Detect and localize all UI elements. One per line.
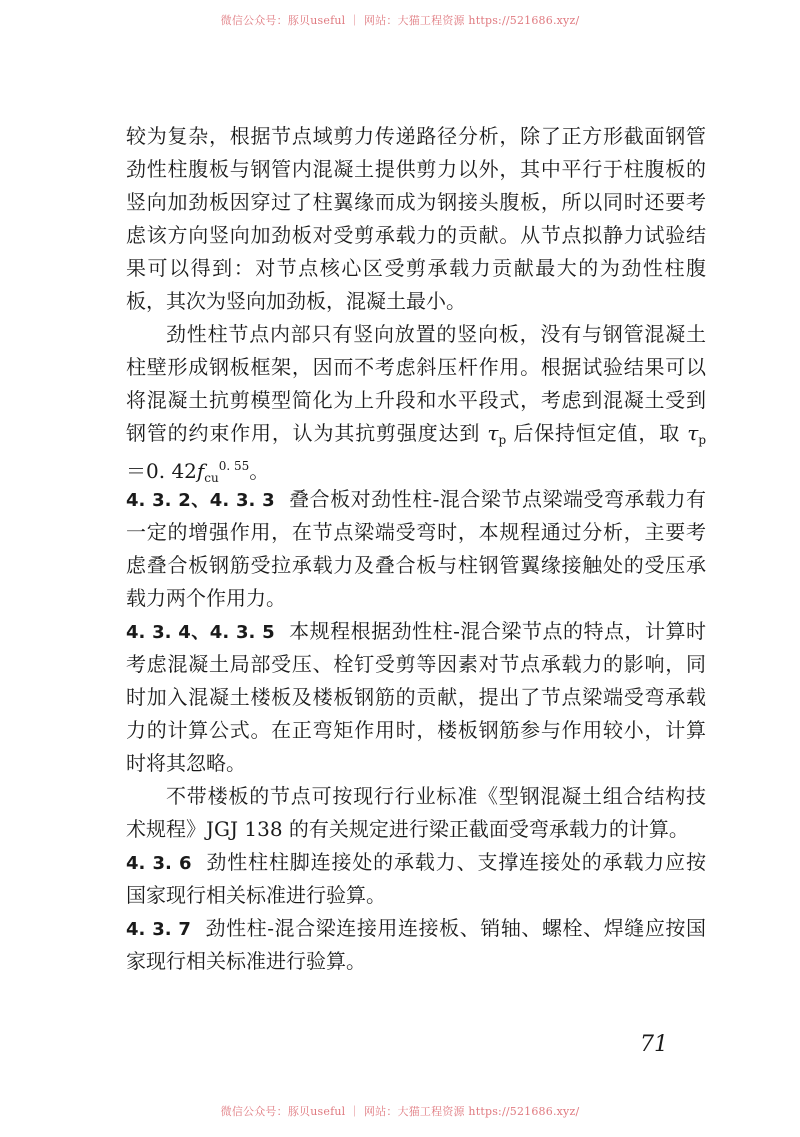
sec437-line-2: 家现行相关标准进行验算。 [126,949,366,973]
section-number-436: 4. 3. 6 [126,853,192,874]
para1-line-5: 果可以得到：对节点核心区受剪承载力贡献最大的为劲性柱腹 [126,256,706,280]
page-number: 71 [640,1032,668,1057]
para2-line-1: 劲性柱节点内部只有竖向放置的竖向板，没有与钢管混凝土 [166,322,706,346]
para3-line-2: 术规程》JGJ 138 的有关规定进行梁正截面受弯承载力的计算。 [126,817,689,841]
sec434-line-5: 时将其忽略。 [126,751,246,775]
sec432-line-1 [126,483,706,516]
section-number-437: 4. 3. 7 [126,919,191,940]
watermark-top: 微信公众号：豚贝useful ｜ 网站：大猫工程资源 https://521686.xyz/ [220,14,580,27]
formula-equals: ＝0. 42 [126,459,197,483]
tau-subscript: p [498,433,507,447]
tau-subscript-2: p [698,433,707,447]
sec436-line-2: 国家现行相关标准进行验算。 [126,883,386,907]
section-number-434: 4. 3. 4、4. 3. 5 [126,622,275,643]
para2-line-2: 柱壁形成钢板框架，因而不考虑斜压杆作用。根据试验结果可以 [126,355,706,379]
sec434-line-1 [126,615,706,648]
sec434-line-1-text: 本规程根据劲性柱-混合梁节点的特点，计算时 [288,619,706,643]
para3-line-1: 不带楼板的节点可按现行行业标准《型钢混凝土组合结构技 [166,784,706,808]
sec437-line-1 [126,912,706,945]
sec432-line-4: 载力两个作用力。 [126,586,286,610]
formula-superscript: 0. 55 [218,459,250,473]
formula-end: 。 [249,459,270,483]
tau-symbol: τ [487,421,499,445]
sec432-line-3: 虑叠合板钢筋受拉承载力及叠合板与柱钢管翼缘接触处的受压承 [126,553,706,577]
page-body [126,120,706,978]
sec432-line-1-text: 叠合板对劲性柱-混合梁节点梁端受弯承载力有 [288,487,706,511]
tau-p-symbol-2 [687,421,706,445]
tau-symbol-2: τ [687,421,699,445]
sec434-line-3: 时加入混凝土楼板及楼板钢筋的贡献，提出了节点梁端受弯承载 [126,685,706,709]
sec434-line-4: 力的计算公式。在正弯矩作用时，楼板钢筋参与作用较小，计算 [126,718,706,742]
para2-line-4 [126,417,706,450]
sec436-line-1-text: 劲性柱柱脚连接处的承载力、支撑连接处的承载力应按 [205,850,706,874]
para1-line-2: 劲性柱腹板与钢管内混凝土提供剪力以外，其中平行于柱腹板的 [126,157,706,181]
sec436-line-1 [126,846,706,879]
sec434-line-2: 考虑混凝土局部受压、栓钉受剪等因素对节点承载力的影响，同 [126,652,706,676]
formula-subscript: cu [204,471,219,485]
section-number-432: 4. 3. 2、4. 3. 3 [126,490,275,511]
para1-line-3: 竖向加劲板因穿过了柱翼缘而成为钢接头腹板，所以同时还要考 [126,190,706,214]
sec432-line-2: 一定的增强作用，在节点梁端受弯时，本规程通过分析，主要考 [126,520,706,544]
para2-line-3: 将混凝土抗剪模型简化为上升段和水平段式，考虑到混凝土受到 [126,388,706,412]
para1-line-6: 板，其次为竖向加劲板，混凝土最小。 [126,289,466,313]
para1-line-1: 较为复杂，根据节点域剪力传递路径分析，除了正方形截面钢管 [126,124,706,148]
para2-formula-line [126,450,706,483]
sec437-line-1-text: 劲性柱-混合梁连接用连接板、销轴、螺栓、焊缝应按国 [204,916,706,940]
watermark-bottom: 微信公众号：豚贝useful ｜ 网站：大猫工程资源 https://521686.xyz/ [220,1105,580,1118]
para2-line-4-text-a: 钢管的约束作用，认为其抗剪强度达到 [126,421,481,445]
formula-f: f [196,459,205,483]
para2-line-4-text-b: 后保持恒定值，取 [513,421,681,445]
tau-p-symbol [487,421,506,445]
para1-line-4: 虑该方向竖向加劲板对受剪承载力的贡献。从节点拟静力试验结 [126,223,706,247]
